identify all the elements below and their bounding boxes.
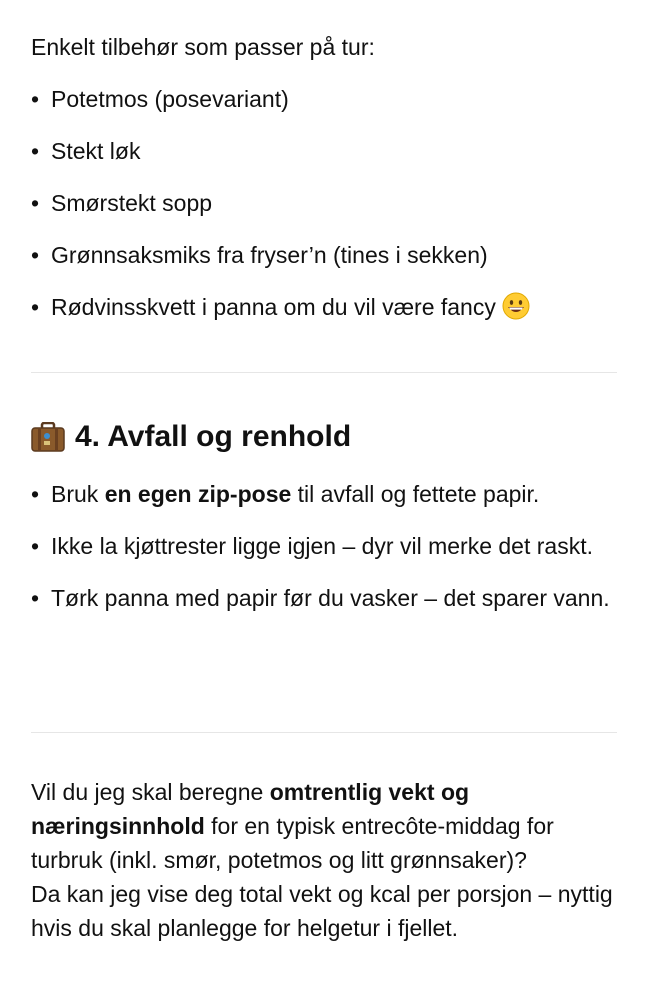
list-item: • Potetmos (posevariant): [31, 86, 289, 112]
section-heading: [31, 418, 351, 456]
list-item: • Stekt løk: [31, 138, 141, 164]
grinning-face-icon: [502, 292, 530, 329]
list-item: • Tørk panna med papir før du vasker – det sparer vann.: [31, 585, 610, 611]
waste-list: [31, 477, 617, 633]
list-item: • Bruk en egen zip-pose til avfall og fettete papir.: [31, 481, 540, 507]
section-title: 4. Avfall og renhold: [75, 420, 352, 453]
list-item: • Ikke la kjøttrester ligge igjen – dyr vil merke det raskt.: [31, 533, 593, 559]
accessories-list: [31, 82, 617, 347]
suitcase-icon: [31, 422, 65, 452]
intro-text: Enkelt tilbehør som passer på tur:: [31, 34, 375, 60]
list-item: • Grønnsaksmiks fra fryser’n (tines i sekken): [31, 242, 488, 268]
closing-question: Vil du jeg skal beregne omtrentlig vekt og næringsinnhold for en typisk entrecôte-middag for turbruk (inkl. smør, potetmos og litt grønnsaker)? Da kan jeg vise deg total vekt og kcal per porsjon – nyttig hvis du skal planlegge for helgetur i fjellet.: [31, 779, 613, 941]
list-item: • Smørstekt sopp: [31, 190, 213, 216]
divider: [31, 732, 617, 733]
list-item: • Rødvinsskvett i panna om du vil være fancy: [31, 290, 617, 329]
divider: [31, 372, 617, 373]
